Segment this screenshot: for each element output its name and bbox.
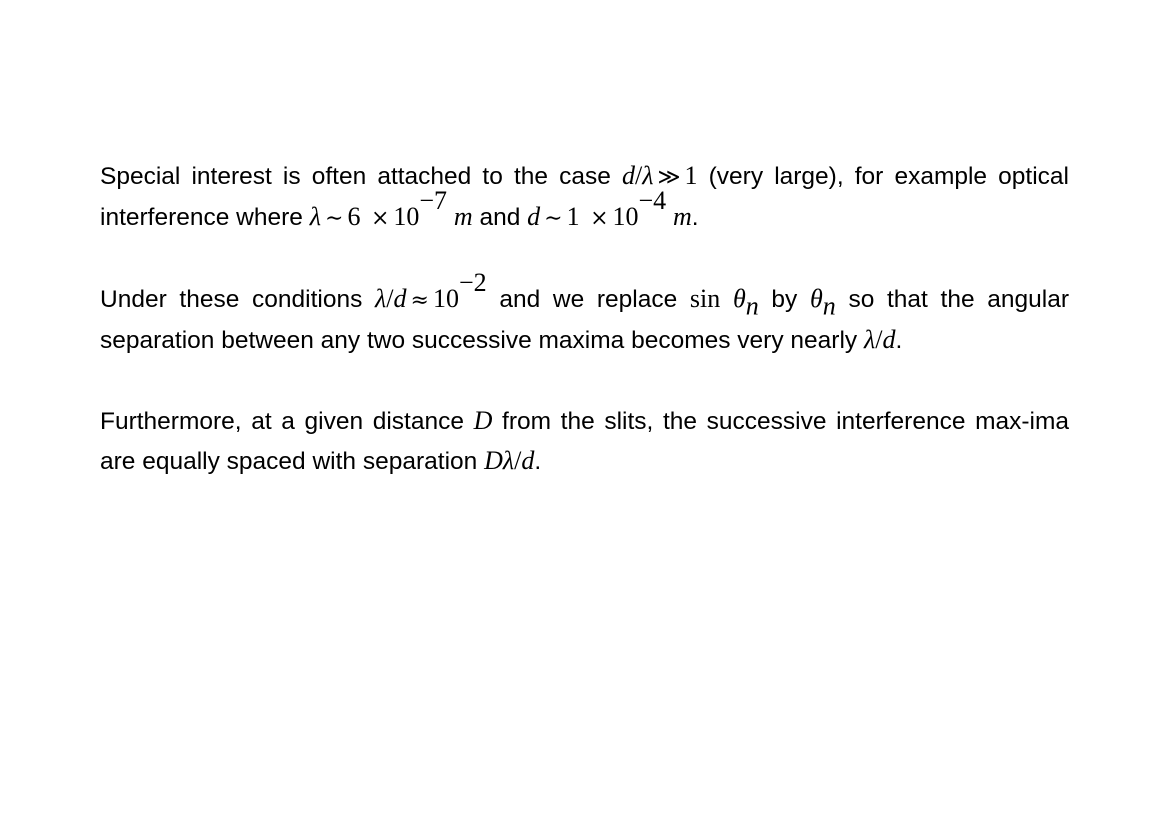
math-unit-m: m (453, 202, 473, 231)
math-slash: / (514, 446, 522, 475)
math-lambda: λ (309, 202, 321, 231)
text-fragment: and we replace (486, 286, 690, 313)
math-one: 1 (566, 202, 587, 231)
math-subscript-n: n (745, 291, 759, 321)
math-times: × (590, 206, 609, 231)
text-fragment: by (758, 286, 810, 313)
math-slash: / (386, 284, 394, 313)
text-fragment: (very large), for example optical interference where (100, 163, 1069, 231)
text-fragment: so that the angular separation between any two successive maxima becomes very nearly (100, 286, 1070, 354)
text-fragment: from the slits, the successive interference max-ima are equally spaced with separation (100, 408, 1069, 475)
math-lambda: λ (642, 161, 654, 190)
math-much-greater-than: ≫ (657, 165, 681, 190)
math-ten: 10 (393, 202, 420, 231)
paragraph-furthermore (100, 401, 1069, 481)
math-D: D (473, 406, 493, 435)
math-d: d (622, 161, 635, 190)
math-exponent: −2 (458, 267, 487, 297)
math-d: d (527, 202, 541, 231)
math-lambda: λ (375, 284, 387, 313)
text-fragment: . (691, 204, 699, 231)
paragraph-conditions (100, 267, 1070, 360)
math-approx: ≈ (410, 288, 429, 313)
math-tilde: ∼ (544, 206, 563, 231)
math-exponent: −7 (419, 185, 448, 215)
math-D: D (484, 446, 503, 475)
math-slash: / (875, 325, 883, 354)
math-theta: θ (809, 284, 823, 313)
math-d: d (882, 325, 896, 354)
math-lambda: λ (502, 446, 515, 475)
math-six: 6 (347, 202, 367, 231)
math-ten: 10 (612, 202, 639, 231)
math-subscript-n: n (822, 291, 836, 321)
text-fragment: . (895, 327, 903, 354)
math-one: 1 (684, 161, 698, 190)
math-slash: / (635, 161, 643, 190)
math-d: d (521, 446, 535, 475)
math-times: × (370, 206, 390, 231)
math-exponent: −4 (638, 185, 667, 215)
paragraph-special-interest (100, 156, 1069, 238)
text-fragment: Special interest is often attached to the case (100, 163, 622, 190)
document-body (100, 156, 1069, 522)
math-theta: θ (732, 284, 746, 313)
text-fragment: Under these conditions (100, 286, 376, 313)
math-d: d (393, 284, 407, 313)
math-unit-m: m (673, 202, 692, 231)
math-sin: sin (689, 284, 721, 313)
text-fragment: . (534, 448, 542, 475)
math-lambda: λ (863, 325, 876, 354)
text-fragment: Furthermore, at a given distance (100, 408, 474, 435)
text-fragment: and (472, 204, 528, 231)
math-ten: 10 (432, 284, 459, 313)
math-tilde: ∼ (325, 206, 344, 231)
